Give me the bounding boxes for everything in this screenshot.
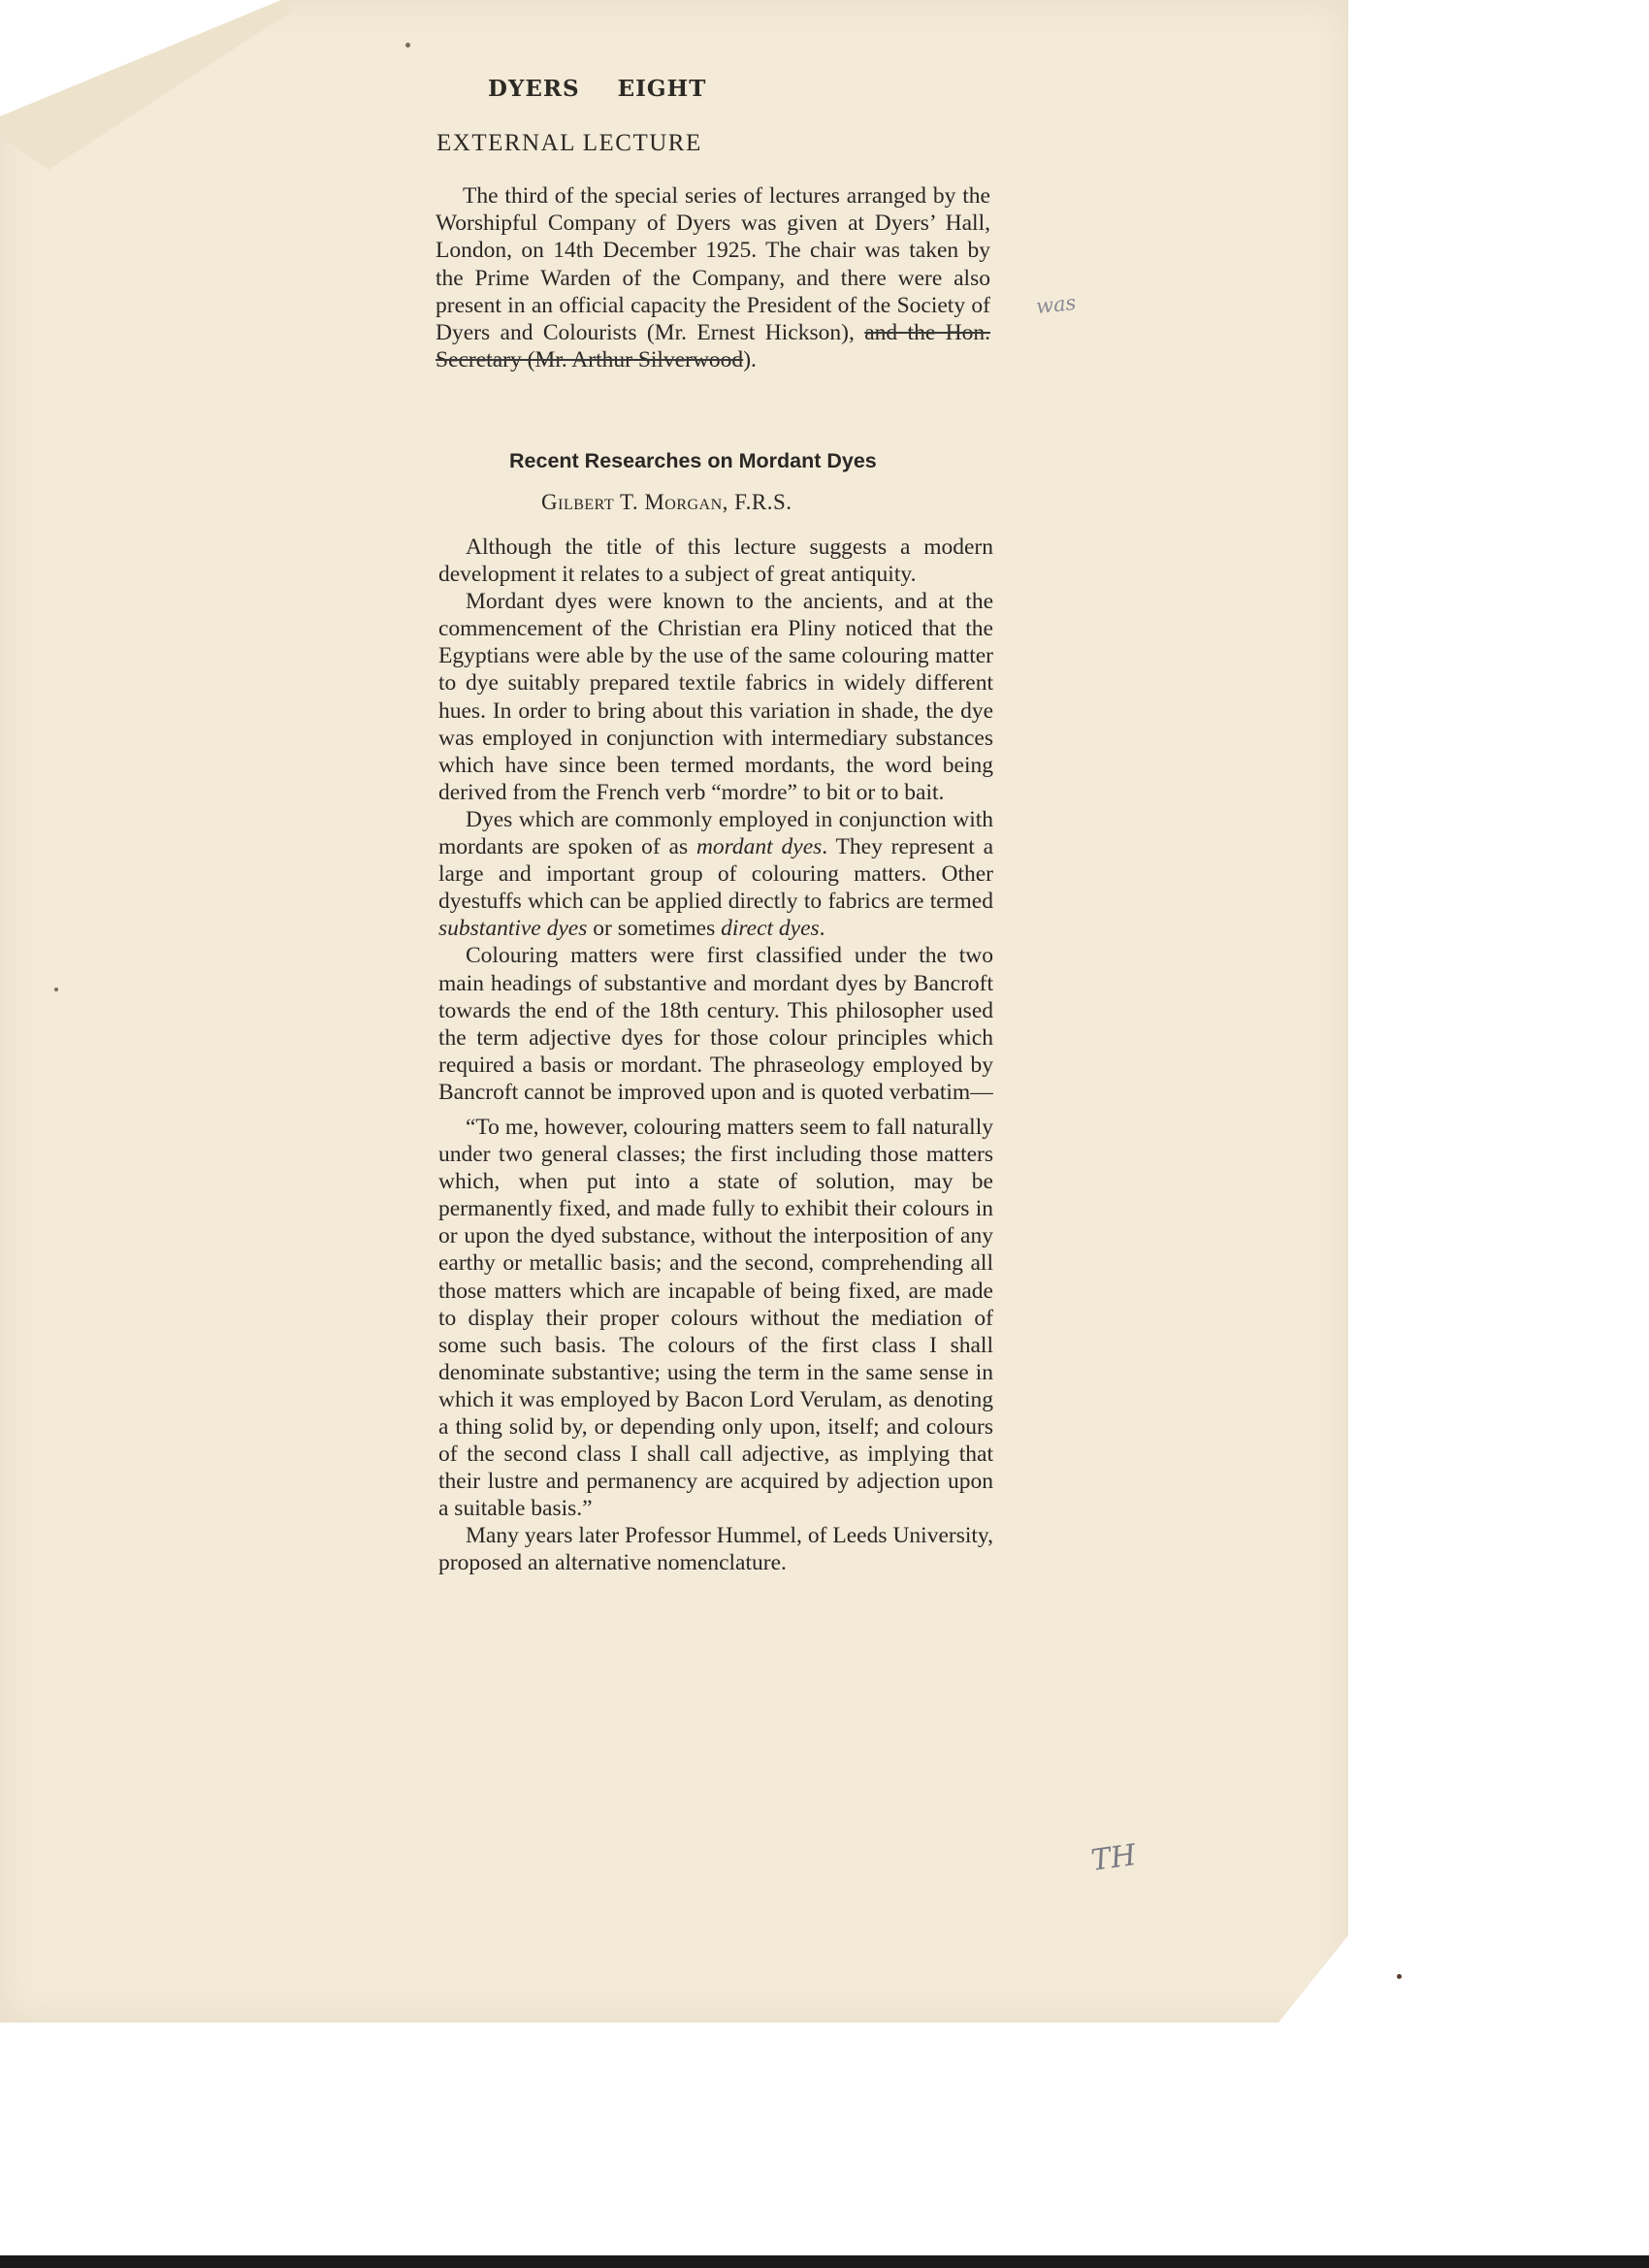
p3-text-d: .	[819, 916, 825, 942]
p3-emphasis-mordant: mordant dyes	[695, 834, 823, 860]
body-paragraph-2: Mordant dyes were known to the ancients, and at the commencement of the Christian era Pliny noticed that the Egyptians were able by the use of the same colouring matter to dye suitably prepared textile fabrics in widely different hues. In order to bring about this variation in shade, the dye was employed in conjunction with intermediary substances which have since been termed mordants, the word being derived from the French verb “mordre” to bit or to bait.	[438, 589, 993, 805]
p3-text-b: . They represent a large and important group of colouring matters. Other dyestuffs which can be applied directly to fabrics are termed	[438, 834, 993, 915]
p3-text-c: or sometimes	[587, 916, 722, 942]
body-paragraph-4: Colouring matters were first classified under the two main headings of substantive and mordant dyes by Bancroft towards the end of the 18th century. This philosopher used the term adjective dyes for those colour principles which required a basis or mordant. The phraseology employed by Bancroft cannot be improved upon and is quoted verbatim—	[438, 943, 993, 1105]
body-paragraph-5: Many years later Professor Hummel, of Leeds University, proposed an alternative nomenclature.	[438, 1523, 993, 1576]
lecture-author: Gilbert T. Morgan, F.R.S.	[541, 490, 792, 514]
body-paragraph-3	[438, 806, 993, 942]
handwritten-initials: TH	[1088, 1837, 1139, 1879]
lecture-title: Recent Researches on Mordant Dyes	[509, 449, 877, 472]
paper-speck	[405, 43, 410, 48]
intro-text: The third of the special series of lectures arranged by the Worshipful Company of Dyers was given at Dyers’ Hall, London, on 14th December 1925. The chair was taken by the Prime Warden of the Company, and there were also present in an official capacity the President of the Society of Dyers and Colourists (Mr. Ernest Hickson),	[436, 183, 990, 346]
p3-text-a: Dyes which are commonly employed in conjunction with mordants are spoken of as	[438, 806, 993, 860]
scan-bottom-edge	[0, 2255, 1649, 2268]
paper-speck	[54, 988, 58, 991]
block-quote: “To me, however, colouring matters seem to fall naturally under two general classes; the first including those matters which, when put into a state of solution, may be permanently fixed, and made fully to exhibit their colours in or upon the dyed substance, without the interposition of any earthy or metallic basis; and the second, comprehending all those matters which are incapable of being fixed, are made to display their proper colours without the mediation of some such basis. The colours of the first class I shall denominate substantive; using the term in the same sense in which it was employed by Bacon Lord Verulam, as denoting a thing solid by, or depending only upon, itself; and colours of the second class I shall call adjective, as implying that their lustre and permanency are acquired by adjection upon a suitable basis.”	[438, 1114, 993, 1522]
intro-text-end: ).	[743, 347, 757, 373]
p3-emphasis-substantive: substantive dyes	[438, 916, 588, 942]
intro-paragraph	[436, 182, 990, 373]
body-paragraph-1: Although the title of this lecture suggests a modern development it relates to a subject of great antiquity.	[438, 535, 993, 588]
p3-emphasis-direct: direct dyes	[721, 916, 820, 942]
article-body	[438, 534, 993, 1577]
page-header-title: DYERS EIGHT	[488, 76, 707, 102]
struck-out-text: and the Hon. Secretary (Mr. Arthur Silverwood	[436, 320, 990, 373]
handwritten-margin-note: was	[1034, 290, 1078, 319]
paper-speck	[1397, 1974, 1402, 1979]
page-header-subtitle: EXTERNAL LECTURE	[436, 130, 702, 156]
